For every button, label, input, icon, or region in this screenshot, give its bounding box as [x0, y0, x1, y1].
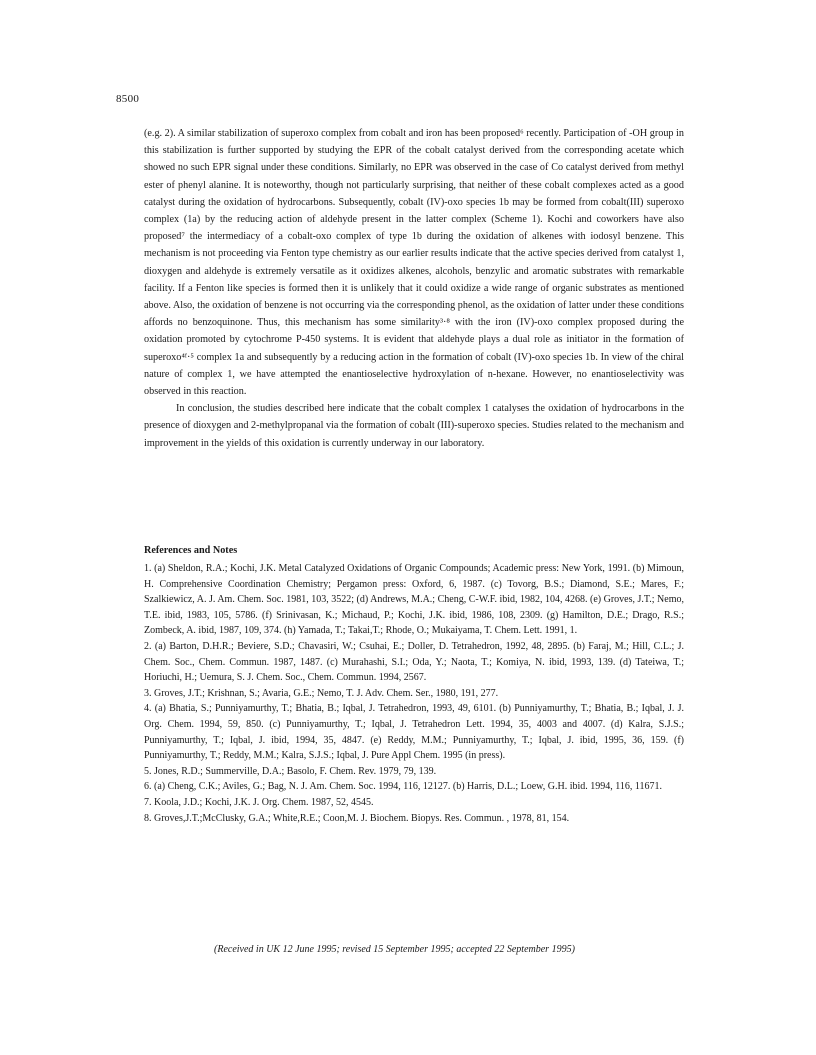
reference-item: 6. (a) Cheng, C.K.; Aviles, G.; Bag, N. J. Am. Chem. Soc. 1994, 116, 12127. (b) Harris, D.L.; Loew, G.H. ibid. 1994, 116, 11671.	[144, 781, 663, 793]
references-heading: References and Notes	[144, 545, 238, 556]
body-text	[144, 125, 684, 452]
paragraph: (e.g. 2). A similar stabilization of superoxo complex from cobalt and iron has been proposed⁶ recently. Participation of -OH group in this stabilization is further supported by studying the EPR of the cobalt catalyst derived from the corresponding acetate which showed no such EPR signal under these conditions. Similarly, no EPR was observed in the case of Co catalyst derived from methyl ester of phenyl alanine. It is noteworthy, though not particularly surprising, that neither of these cobalt complexes acted as a good catalyst during the oxidation of hydrocarbons. Subsequently, cobalt (IV)-oxo species 1b may be formed from cobalt(III) superoxo complex (1a) by the reducing action of aldehyde present in the latter complex (Scheme 1). Kochi and coworkers have also proposed⁷ the intermediacy of a cobalt-oxo complex of type 1b during the oxidation of alkenes with iodosyl benzene. This mechanism is not proceeding via Fenton type chemistry as our earlier results indicate that the active species derived from catalyst 1, dioxygen and aldehyde is extremely versatile as it oxidizes alkenes, alcohols, benzylic and aromatic substrates with remarkable facility. If a Fenton like species is formed then it is unlikely that it could oxidize a wide range of organic substrates as mentioned above. Also, the oxidation of benzene is not occurring via the corresponding phenol, as the oxidation of latter under these conditions affords no benzoquinone. Thus, this mechanism has some similarity³·⁸ with the iron (IV)-oxo complex proposed during the oxidation promoted by cytochrome P-450 systems. It is evident that aldehyde plays a dual role as initiator in the formation of superoxo⁴ᶠ·⁵ complex 1a and subsequently by a reducing action in the formation of cobalt (IV)-oxo species 1b. In view of the chiral nature of complex 1, we have attempted the enantioselective hydroxylation of n-hexane. However, no enantioselectivity was observed in this reaction.	[144, 128, 684, 398]
reference-item: 4. (a) Bhatia, S.; Punniyamurthy, T.; Bhatia, B.; Iqbal, J. Tetrahedron, 1993, 49, 6101. (b) Punniyamurthy, T.; Bhatia, B.; Iqbal, J. J. Org. Chem. 1994, 59, 850. (c) Punniyamurthy, T.; Iqbal, J. Tetrahedron Lett. 1994, 35, 4003 and 4007. (d) Kalra, S.J.S.; Punniyamurthy, T.; Iqbal, J. ibid, 1994, 35, 4847. (e) Reddy, M.M.; Punniyamurthy, T.; Iqbal, J. ibid, 1995, 36, 159. (f) Punniyamurthy, T.; Reddy, M.M.; Kalra, S.J.S.; Iqbal, J. Pure Appl Chem. 1995 (in press).	[144, 703, 684, 762]
reference-item: 5. Jones, R.D.; Summerville, D.A.; Basolo, F. Chem. Rev. 1979, 79, 139.	[144, 765, 437, 777]
reference-item: 7. Koola, J.D.; Kochi, J.K. J. Org. Chem. 1987, 52, 4545.	[144, 796, 374, 808]
reference-item: 2. (a) Barton, D.H.R.; Beviere, S.D.; Chavasiri, W.; Csuhai, E.; Doller, D. Tetrahedron, 1992, 48, 2895. (b) Faraj, M.; Hill, C.L.; J. Chem. Soc., Chem. Commun. 1987, 1487. (c) Murahashi, S.I.; Oda, Y.; Naota, T.; Komiya, N. ibid, 1993, 139. (d) Tateiwa, T.; Horiuchi, H.; Uemura, S. J. Chem. Soc., Chem. Commun. 1994, 2567.	[144, 640, 684, 684]
reference-list	[144, 561, 684, 826]
received-note: (Received in UK 12 June 1995; revised 15 September 1995; accepted 22 September 1995)	[214, 944, 575, 955]
reference-item: 1. (a) Sheldon, R.A.; Kochi, J.K. Metal Catalyzed Oxidations of Organic Compounds; Academic press: New York, 1991. (b) Mimoun, H. Comprehensive Coordination Chemistry; Pergamon press: Oxford, 6, 1987. (c) Tovorg, B.S.; Diamond, S.E.; Mares, F.; Szalkiewicz, A. J. Am. Chem. Soc. 1981, 103, 3522; (d) Andrews, M.A.; Cheng, C-W.F. ibid, 1982, 104, 4268. (e) Groves, J.T.; Nemo, T.E. ibid, 1983, 105, 5786. (f) Srinivasan, K.; Michaud, P.; Kochi, J.K. ibid, 1986, 108, 2309. (g) Hamilton, D.E.; Drago, R.S.; Zombeck, A. ibid, 1987, 109, 374. (h) Yamada, T.; Takai,T.; Rhode, O.; Mukaiyama, T. Chem. Lett. 1991, 1.	[144, 563, 684, 637]
page-number: 8500	[116, 93, 140, 105]
paragraph: In conclusion, the studies described here indicate that the cobalt complex 1 catalyses the oxidation of hydrocarbons in the presence of dioxygen and 2-methylpropanal via the formation of cobalt (III)-superoxo species. Studies related to the mechanism and improvement in the yields of this oxidation is currently underway in our laboratory.	[144, 403, 684, 449]
reference-item: 3. Groves, J.T.; Krishnan, S.; Avaria, G.E.; Nemo, T. J. Adv. Chem. Ser., 1980, 191, 277.	[144, 687, 499, 699]
reference-item: 8. Groves,J.T.;McClusky, G.A.; White,R.E.; Coon,M. J. Biochem. Biopys. Res. Commun. , 1978, 81, 154.	[144, 812, 570, 824]
